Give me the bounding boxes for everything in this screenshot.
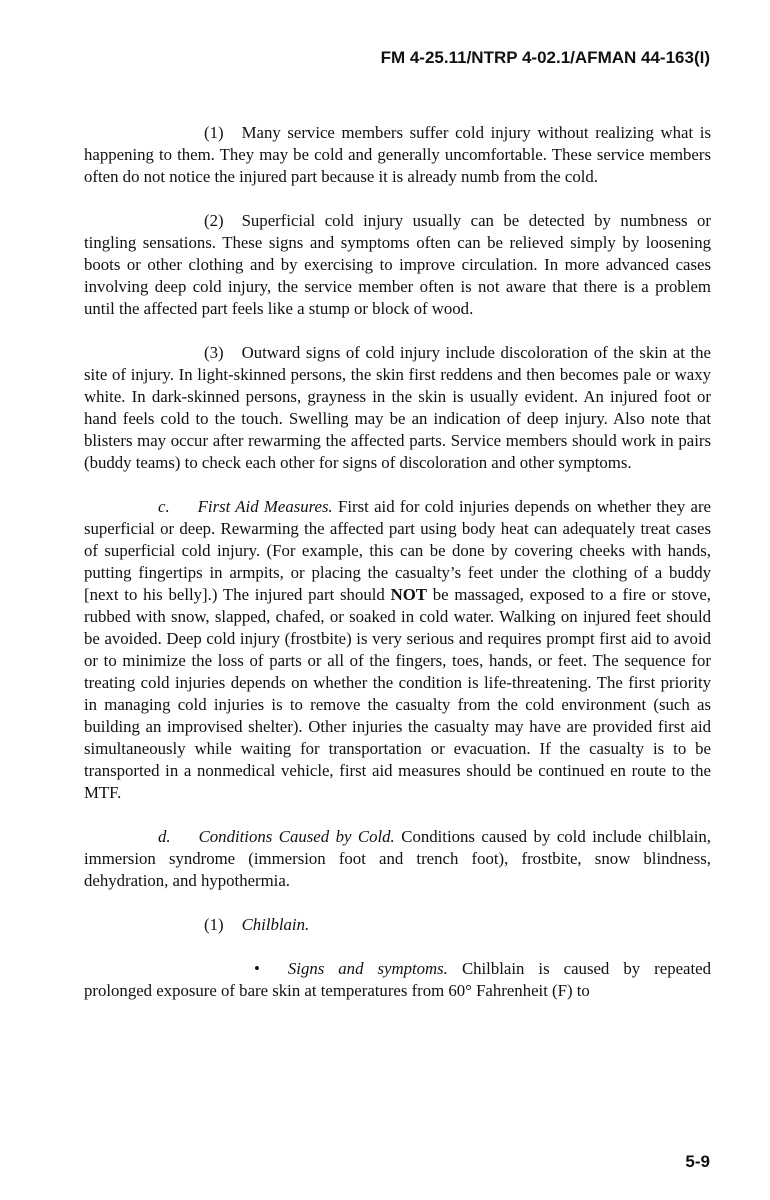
bullet-text: Chilblain is caused by repeated prolonged exposure of bare skin at temperatures from 60° Fahrenheit (F) to	[84, 959, 711, 1000]
paragraph-heading: Conditions Caused by Cold.	[198, 827, 395, 846]
bullet-signs-symptoms	[84, 958, 711, 1002]
paragraph-number: (2)	[204, 211, 224, 230]
paragraph-heading: Chilblain.	[241, 915, 310, 934]
page-number: 5-9	[685, 1152, 710, 1171]
paragraph-number: (3)	[204, 343, 224, 362]
paragraph-text: Superficial cold injury usually can be detected by numbness or tingling sensations. These signs and symptoms often can be relieved simply by loosening boots or other clothing and by exercising to improve circulation. In more advanced cases involving deep cold injury, the service member often is not aware that there is a problem until the affected part feels like a stump or block of wood.	[84, 211, 711, 318]
body-text	[84, 122, 711, 1002]
paragraph-heading: First Aid Measures.	[197, 497, 333, 516]
bullet-heading: Signs and symptoms.	[287, 959, 448, 978]
paragraph-text: Conditions caused by cold include chilblain, immersion syndrome (immersion foot and trench foot), frostbite, snow blindness, dehydration, and hypothermia.	[84, 827, 712, 890]
paragraph-text: First aid for cold injuries depends on whether they are superficial or deep. Rewarming the affected part using body heat can adequately treat cases of superficial cold injury. (For example, this can be done by covering cheeks with hands, putting fingertips in armpits, or placing the casualty’s feet under the clothing of a buddy [next to his belly].) The injured part should	[84, 497, 711, 604]
document-header: FM 4-25.11/NTRP 4-02.1/AFMAN 44-163(I)	[380, 48, 710, 67]
paragraph-text-continued: be massaged, exposed to a fire or stove, rubbed with snow, slapped, chafed, or soaked in cold water. Walking on injured feet should be avoided. Deep cold injury (frostbite) is very serious and requires prompt first aid to avoid or to minimize the loss of parts or all of the fingers, toes, hands, or feet. The sequence for treating cold injuries depends on whether the condition is life-threatening. The first priority in managing cold injuries is to remove the casualty from the cold environment (such as building an improvised shelter). Other injuries the casualty may have are provided first aid simultaneously while waiting for transportation or evacuation. If the casualty is to be transported in a nonmedical vehicle, first aid measures should be continued en route to the MTF.	[84, 585, 711, 802]
paragraph-letter: c.	[158, 497, 170, 516]
emphasis-text: NOT	[390, 585, 427, 604]
paragraph-number: (1)	[204, 915, 224, 934]
paragraph-3	[84, 342, 711, 474]
paragraph-1	[84, 122, 711, 188]
paragraph-letter: d.	[158, 827, 171, 846]
paragraph-text: Many service members suffer cold injury without realizing what is happening to them. They may be cold and generally uncomfortable. These service members often do not notice the injured part because it is already numb from the cold.	[84, 123, 711, 186]
bullet-icon: •	[254, 959, 260, 978]
paragraph-d1-chilblain	[84, 914, 711, 936]
paragraph-d-conditions	[84, 826, 711, 892]
paragraph-c-first-aid	[84, 496, 711, 804]
paragraph-number: (1)	[204, 123, 224, 142]
paragraph-2	[84, 210, 711, 320]
paragraph-text: Outward signs of cold injury include discoloration of the skin at the site of injury. In light-skinned persons, the skin first reddens and then becomes pale or waxy white. In dark-skinned persons, grayness in the skin is usually evident. An injured foot or hand feels cold to the touch. Swelling may be an indication of deep injury. Also note that blisters may occur after rewarming the affected parts. Service members should work in pairs (buddy teams) to check each other for signs of discoloration and other symptoms.	[84, 343, 711, 472]
